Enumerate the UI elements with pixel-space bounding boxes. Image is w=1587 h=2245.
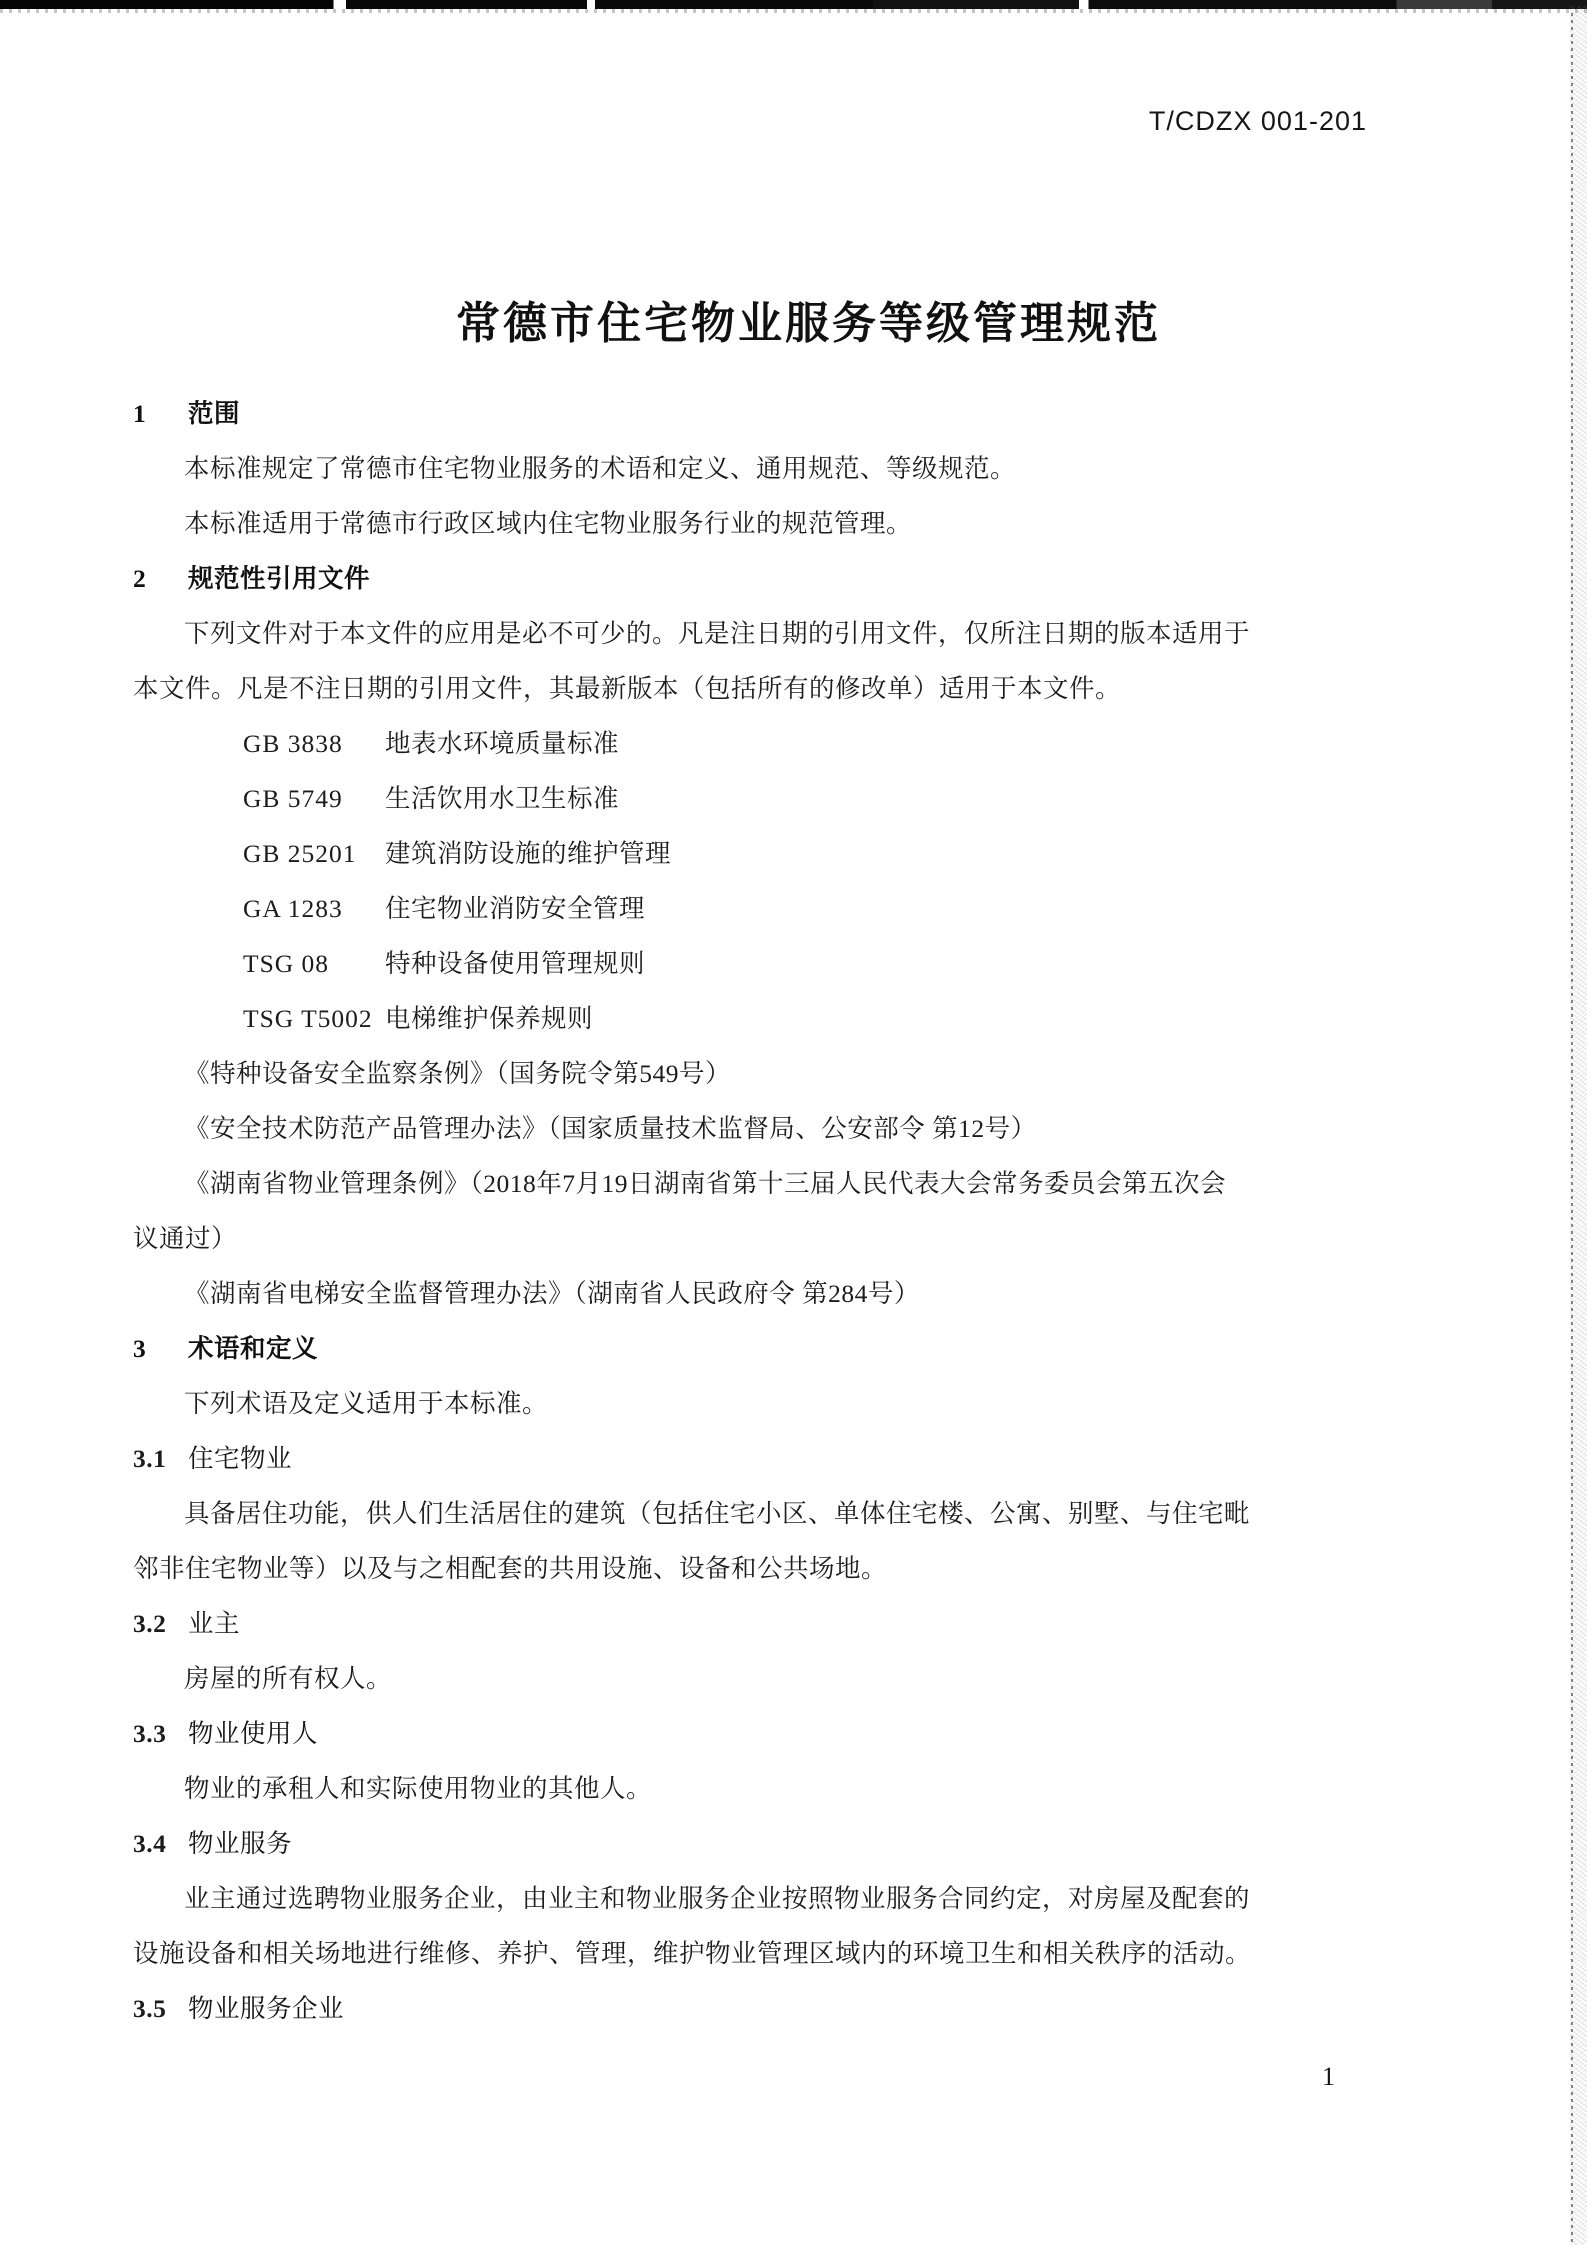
reference-item: [133, 936, 1459, 991]
clause-number: 3.2: [133, 1609, 167, 1638]
clause-number: 2: [133, 564, 147, 593]
text-line: 下列文件对于本文件的应用是必不可少的。凡是注日期的引用文件，仅所注日期的版本适用于: [184, 619, 1251, 648]
clause-number: 3.5: [133, 1994, 167, 2023]
reference-title: 住宅物业消防安全管理: [385, 894, 646, 923]
reference-title: 特种设备使用管理规则: [385, 949, 646, 978]
text-line: 本文件。凡是不注日期的引用文件，其最新版本（包括所有的修改单）适用于本文件。: [133, 674, 1122, 703]
text-line: 议通过）: [133, 1224, 238, 1253]
reference-code: GA 1283: [243, 894, 343, 923]
page-number: 1: [1322, 2062, 1335, 2091]
text-line: 具备居住功能，供人们生活居住的建筑（包括住宅小区、单体住宅楼、公寓、别墅、与住宅毗: [184, 1499, 1251, 1528]
clause-label: 住宅物业: [188, 1445, 293, 1473]
text-line: 《特种设备安全监察条例》（国务院令第549号）: [184, 1059, 732, 1088]
text-line: 邻非住宅物业等）以及与之相配套的共用设施、设备和公共场地。: [133, 1554, 888, 1583]
clause-label: 术语和定义: [188, 1335, 319, 1363]
reference-item: [133, 826, 1459, 881]
clause-label: 物业服务: [188, 1830, 293, 1858]
text-line: 《安全技术防范产品管理办法》（国家质量技术监督局、公安部令 第12号）: [184, 1114, 1037, 1143]
reference-code: GB 25201: [243, 839, 357, 868]
reference-title: 生活饮用水卫生标准: [385, 784, 620, 813]
text-line: 《湖南省电梯安全监督管理办法》（湖南省人民政府令 第284号）: [184, 1279, 920, 1308]
text-line: 本标准规定了常德市住宅物业服务的术语和定义、通用规范、等级规范。: [184, 454, 1017, 483]
scan-artifact-top-edge: [0, 0, 1587, 9]
reference-title: 电梯维护保养规则: [385, 1004, 594, 1033]
text-line: 物业的承租人和实际使用物业的其他人。: [184, 1774, 653, 1803]
reference-item: [133, 716, 1459, 771]
reference-title: 地表水环境质量标准: [385, 729, 620, 758]
text-line: 房屋的所有权人。: [184, 1664, 393, 1693]
clause-label: 范围: [188, 400, 241, 428]
reference-item: [133, 991, 1459, 1046]
reference-code: GB 5749: [243, 784, 343, 813]
reference-code: TSG T5002: [243, 1004, 373, 1033]
clause-number: 1: [133, 399, 147, 428]
subsection-heading: [133, 1431, 1459, 1486]
reference-code: TSG 08: [243, 949, 330, 978]
section-heading: [133, 386, 1459, 441]
text-line: 《湖南省物业管理条例》（2018年7月19日湖南省第十三届人民代表大会常务委员会第五次会: [184, 1169, 1227, 1198]
subsection-heading: [133, 1816, 1459, 1871]
doc-body: [133, 386, 1459, 2036]
clause-label: 物业使用人: [188, 1720, 319, 1748]
text-line: 设施设备和相关场地进行维修、养护、管理，维护物业管理区域内的环境卫生和相关秩序的活动。: [133, 1939, 1252, 1968]
section-heading: [133, 551, 1459, 606]
document-title: 常德市住宅物业服务等级管理规范: [456, 299, 1161, 349]
subsection-heading: [133, 1981, 1459, 2036]
clause-label: 物业服务企业: [188, 1995, 345, 2023]
reference-item: [133, 771, 1459, 826]
clause-label: 业主: [188, 1610, 241, 1638]
subsection-heading: [133, 1596, 1459, 1651]
text-line: 本标准适用于常德市行政区域内住宅物业服务行业的规范管理。: [184, 509, 913, 538]
text-line: 下列术语及定义适用于本标准。: [184, 1389, 549, 1418]
reference-code: GB 3838: [243, 729, 343, 758]
clause-number: 3.3: [133, 1719, 167, 1748]
clause-number: 3.4: [133, 1829, 167, 1858]
text-line: 业主通过选聘物业服务企业，由业主和物业服务企业按照物业服务合同约定，对房屋及配套的: [184, 1884, 1251, 1913]
subsection-heading: [133, 1706, 1459, 1761]
clause-label: 规范性引用文件: [188, 565, 371, 593]
section-heading: [133, 1321, 1459, 1376]
reference-title: 建筑消防设施的维护管理: [385, 839, 672, 868]
standard-code: T/CDZX 001-201: [1148, 106, 1367, 136]
reference-item: [133, 881, 1459, 936]
clause-number: 3.1: [133, 1444, 167, 1473]
clause-number: 3: [133, 1334, 147, 1363]
